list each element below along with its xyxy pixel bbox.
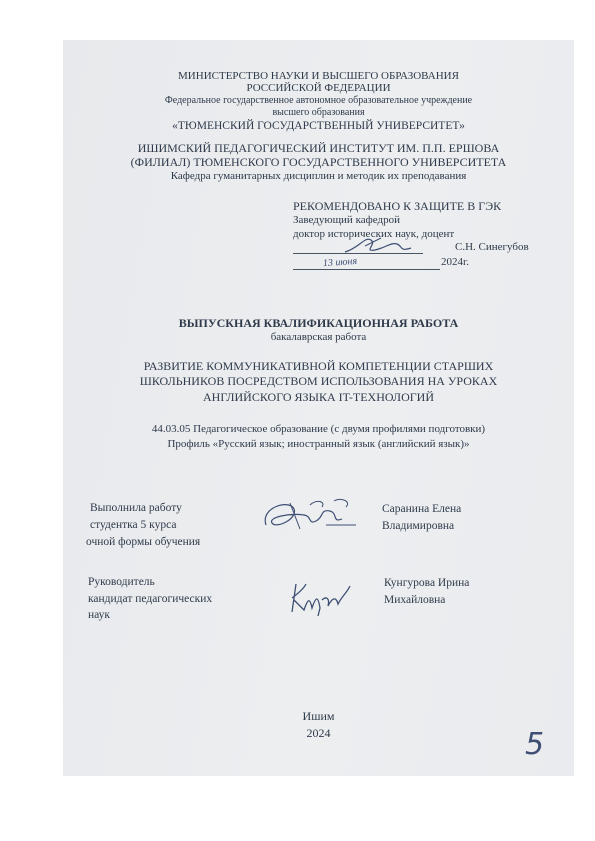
author-label-line-3: очной формы обучения (86, 536, 201, 548)
federal-institution-line-1: Федеральное государственное автономное образовательное учреждение (164, 95, 473, 106)
program-code-line: 44.03.05 Педагогическое образование (с двумя профилями подготовки) (151, 423, 486, 435)
handwritten-page-number: 5 (525, 727, 545, 762)
institute-line-1: ИШИМСКИЙ ПЕДАГОГИЧЕСКИЙ ИНСТИТУТ ИМ. П.П. ЕРШОВА (137, 141, 500, 155)
university-name: «ТЮМЕНСКИЙ ГОСУДАРСТВЕННЫЙ УНИВЕРСИТЕТ» (172, 120, 465, 132)
approval-role: Заведующий кафедрой (293, 214, 400, 226)
ministry-line-1: МИНИСТЕРСТВО НАУКИ И ВЫСШЕГО ОБРАЗОВАНИЯ (178, 70, 459, 82)
work-type: ВЫПУСКНАЯ КВАЛИФИКАЦИОННАЯ РАБОТА (178, 316, 459, 330)
city: Ишим (302, 709, 335, 723)
approval-degree: доктор исторических наук, доцент (293, 228, 455, 240)
work-title-line-1: РАЗВИТИЕ КОММУНИКАТИВНОЙ КОМПЕТЕНЦИИ СТАРШИХ (143, 359, 494, 373)
document-page (63, 40, 574, 776)
approval-title: РЕКОМЕНДОВАНО К ЗАЩИТЕ В ГЭК (293, 199, 502, 213)
supervisor-label-line-3: наук (88, 609, 111, 621)
author-name-line-1: Саранина Елена (382, 503, 462, 515)
program-profile-line: Профиль «Русский язык; иностранный язык (английский язык)» (167, 438, 470, 450)
work-title-line-2: ШКОЛЬНИКОВ ПОСРЕДСТВОМ ИСПОЛЬЗОВАНИЯ НА УРОКАХ (139, 374, 498, 388)
approval-year: 2024г. (441, 256, 470, 268)
supervisor-label-line-2: кандидат педагогических (88, 593, 213, 605)
author-name-line-2: Владимировна (382, 520, 455, 532)
supervisor-name-line-2: Михайловна (384, 594, 446, 606)
institute-line-2: (ФИЛИАЛ) ТЮМЕНСКОГО ГОСУДАРСТВЕННОГО УНИВЕРСИТЕТА (130, 155, 507, 169)
approval-date-handwritten: 13 июня (322, 255, 358, 270)
approval-date-line (293, 269, 440, 270)
head-of-department-signature (341, 230, 421, 258)
department-name: Кафедра гуманитарных дисциплин и методик их преподавания (170, 170, 467, 182)
federal-institution-line-2: высшего образования (272, 107, 365, 118)
author-label-line-2: студентка 5 курса (90, 519, 177, 531)
approval-name: С.Н. Синегубов (455, 241, 529, 253)
author-signature (260, 495, 370, 537)
supervisor-label-line-1: Руководитель (88, 576, 155, 588)
year: 2024 (306, 726, 331, 740)
supervisor-signature (288, 578, 358, 618)
work-subtype: бакалаврская работа (270, 331, 367, 343)
author-label-line-1: Выполнила работу (90, 502, 182, 514)
ministry-line-2: РОССИЙСКОЙ ФЕДЕРАЦИИ (246, 82, 391, 94)
work-title-line-3: АНГЛИЙСКОГО ЯЗЫКА IT-ТЕХНОЛОГИЙ (202, 390, 435, 404)
supervisor-name-line-1: Кунгурова Ирина (384, 577, 470, 589)
